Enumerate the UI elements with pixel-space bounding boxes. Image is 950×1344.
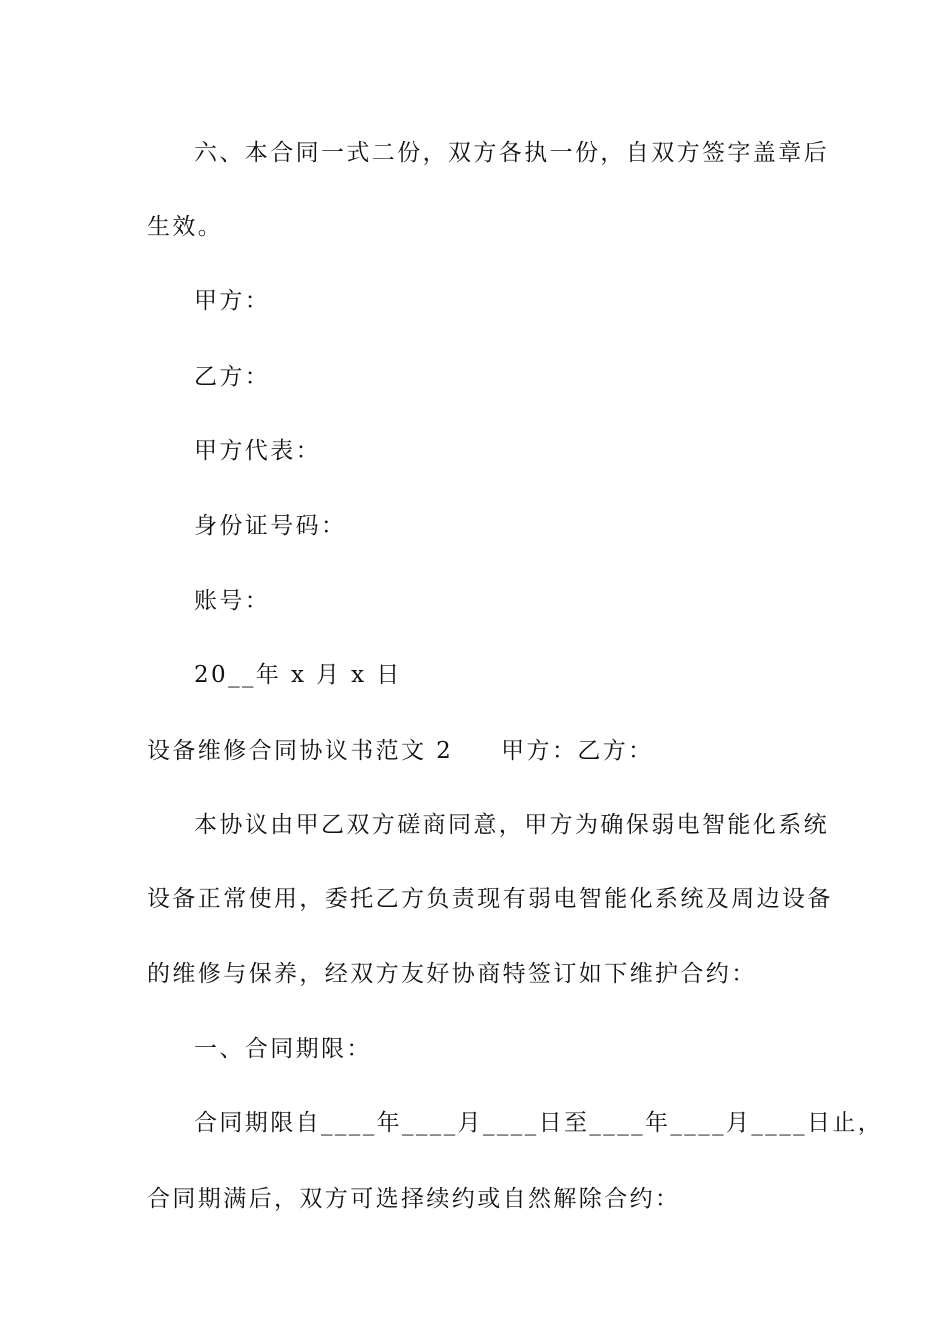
paragraph-clause-six: 六、本合同一式二份，双方各执一份，自双方签字盖章后: [194, 140, 829, 166]
clause-one-heading: 一、合同期限：: [194, 1036, 372, 1062]
section-title: 设备维修合同协议书范文 2: [147, 738, 454, 764]
contract-term-line-2: 合同期满后，双方可选择续约或自然解除合约：: [147, 1186, 681, 1212]
account-number-label: 账号：: [194, 588, 271, 614]
parties-inline: 甲方：乙方：: [501, 738, 654, 764]
signing-date: 20__年 x 月 x 日: [194, 662, 402, 688]
agreement-intro-line-3: 的维修与保养，经双方友好协商特签订如下维护合约：: [147, 961, 757, 987]
section-heading-row: [147, 736, 654, 766]
agreement-intro-line-2: 设备正常使用，委托乙方负责现有弱电智能化系统及周边设备: [147, 886, 833, 912]
party-a-representative-label: 甲方代表：: [194, 438, 321, 464]
id-number-label: 身份证号码：: [194, 513, 347, 539]
contract-term-line-1: 合同期限自____年____月____日至____年____月____日止，: [194, 1110, 884, 1136]
party-a-label: 甲方：: [194, 288, 271, 314]
paragraph-clause-six-continued: 生效。: [147, 214, 224, 240]
agreement-intro-line-1: 本协议由甲乙双方磋商同意，甲方为确保弱电智能化系统: [194, 812, 829, 838]
party-b-label: 乙方：: [194, 364, 271, 390]
